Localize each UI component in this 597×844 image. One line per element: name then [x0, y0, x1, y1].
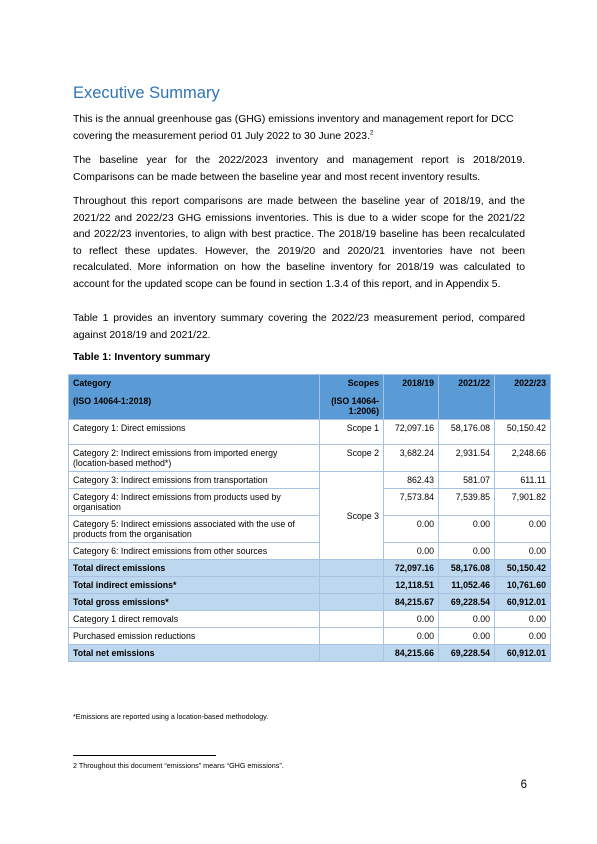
row-scope-empty — [320, 611, 384, 628]
header-scopes-label: Scopes — [347, 378, 379, 388]
value-2022-23: 0.00 — [495, 543, 551, 560]
value-2018-19: 12,118.51 — [384, 577, 439, 594]
value-2018-19: 72,097.16 — [384, 420, 439, 445]
footnote-ref: 2 — [369, 129, 374, 137]
value-2018-19: 72,097.16 — [384, 560, 439, 577]
header-2022-23: 2022/23 — [495, 375, 551, 420]
paragraph-table-intro: Table 1 provides an inventory summary covering the 2022/23 measurement period, compared against 2018/19 and 2021/22. — [73, 313, 525, 341]
value-2022-23: 50,150.42 — [495, 420, 551, 445]
value-2021-22: 7,539.85 — [439, 489, 495, 516]
value-2022-23: 60,912.01 — [495, 645, 551, 662]
table-row — [69, 489, 551, 516]
table-row — [69, 472, 551, 489]
paragraph-intro-text: This is the annual greenhouse gas (GHG) emissions inventory and management report for DCC covering the measurement period 01 July 2022 to 30 June 2023. — [73, 114, 514, 142]
value-2022-23: 60,912.01 — [495, 594, 551, 611]
value-2018-19: 0.00 — [384, 516, 439, 543]
total-row — [69, 577, 551, 594]
value-2018-19: 862.43 — [384, 472, 439, 489]
total-row — [69, 560, 551, 577]
table-row — [69, 445, 551, 472]
table-header-row — [69, 375, 551, 420]
value-2018-19: 84,215.66 — [384, 645, 439, 662]
value-2022-23: 10,761.60 — [495, 577, 551, 594]
header-2021-22: 2021/22 — [439, 375, 495, 420]
table-title: Table 1: Inventory summary — [73, 352, 211, 363]
header-category-label: Category — [73, 378, 112, 388]
header-scopes-sub: (ISO 14064-1:2006) — [331, 396, 379, 416]
value-2022-23: 0.00 — [495, 628, 551, 645]
value-2021-22: 11,052.46 — [439, 577, 495, 594]
value-2021-22: 0.00 — [439, 516, 495, 543]
table-note: *Emissions are reported using a location-based methodology. — [73, 712, 269, 721]
value-2018-19: 84,215.67 — [384, 594, 439, 611]
value-2022-23: 611.11 — [495, 472, 551, 489]
row-scope-empty — [320, 628, 384, 645]
row-scope-empty — [320, 560, 384, 577]
row-scope: Scope 1 — [320, 420, 384, 445]
value-2021-22: 58,176.08 — [439, 560, 495, 577]
value-2021-22: 0.00 — [439, 628, 495, 645]
value-2022-23: 2,248.66 — [495, 445, 551, 472]
header-category — [69, 375, 320, 420]
row-category: Purchased emission reductions — [69, 628, 320, 645]
value-2018-19: 0.00 — [384, 628, 439, 645]
row-category: Total net emissions — [69, 645, 320, 662]
value-2021-22: 58,176.08 — [439, 420, 495, 445]
value-2022-23: 50,150.42 — [495, 560, 551, 577]
footnote: 2 Throughout this document “emissions” means “GHG emissions”. — [73, 761, 284, 770]
header-category-sub: (ISO 14064-1:2018) — [73, 396, 152, 406]
row-category: Category 3: Indirect emissions from transportation — [69, 472, 320, 489]
footnote-divider — [73, 755, 216, 756]
row-category: Category 1 direct removals — [69, 611, 320, 628]
page-number: 6 — [520, 779, 527, 791]
row-scope-empty — [320, 645, 384, 662]
value-2021-22: 69,228.54 — [439, 594, 495, 611]
inventory-summary-table — [68, 374, 551, 662]
total-row — [69, 645, 551, 662]
row-category: Total direct emissions — [69, 560, 320, 577]
value-2022-23: 0.00 — [495, 516, 551, 543]
value-2021-22: 0.00 — [439, 611, 495, 628]
value-2021-22: 69,228.54 — [439, 645, 495, 662]
row-category: Category 6: Indirect emissions from other sources — [69, 543, 320, 560]
value-2018-19: 7,573.84 — [384, 489, 439, 516]
value-2022-23: 0.00 — [495, 611, 551, 628]
value-2018-19: 3,682.24 — [384, 445, 439, 472]
value-2018-19: 0.00 — [384, 611, 439, 628]
table-row — [69, 628, 551, 645]
value-2018-19: 0.00 — [384, 543, 439, 560]
value-2022-23: 7,901.82 — [495, 489, 551, 516]
paragraph-intro — [73, 112, 525, 145]
row-category: Category 5: Indirect emissions associated with the use of products from the organisation — [69, 516, 320, 543]
table-row — [69, 611, 551, 628]
table-row — [69, 420, 551, 445]
row-category: Total gross emissions* — [69, 594, 320, 611]
header-scopes — [320, 375, 384, 420]
row-scope: Scope 3 — [320, 472, 384, 560]
header-2018-19: 2018/19 — [384, 375, 439, 420]
value-2021-22: 2,931.54 — [439, 445, 495, 472]
table-row — [69, 543, 551, 560]
row-category: Category 2: Indirect emissions from imported energy (location-based method*) — [69, 445, 320, 472]
row-category: Category 1: Direct emissions — [69, 420, 320, 445]
value-2021-22: 0.00 — [439, 543, 495, 560]
section-heading: Executive Summary — [73, 84, 220, 102]
value-2021-22: 581.07 — [439, 472, 495, 489]
paragraph-comparisons: Throughout this report comparisons are made between the baseline year of 2018/19, and the 2021/22 and 2022/23 GHG emissions inventories. This is due to a wider scope for the 2021/22 and 2022/23 inventories, to align with best practice. The 2018/19 baseline has been recalculated to reflect these updates. However, the 2019/20 and 2020/21 inventories have not been recalculated. More information on how the baseline inventory for 2018/19 was calculated to account for the updated scope can be found in section 1.3.4 of this report, and in Appendix 5. — [73, 196, 525, 290]
row-scope: Scope 2 — [320, 445, 384, 472]
row-category: Total indirect emissions* — [69, 577, 320, 594]
paragraph-baseline: The baseline year for the 2022/2023 inventory and management report is 2018/2019. Comparisons can be made between the baseline year and most recent inventory results. — [73, 155, 525, 183]
row-scope-empty — [320, 594, 384, 611]
row-scope-empty — [320, 577, 384, 594]
total-row — [69, 594, 551, 611]
table-row — [69, 516, 551, 543]
row-category: Category 4: Indirect emissions from products used by organisation — [69, 489, 320, 516]
